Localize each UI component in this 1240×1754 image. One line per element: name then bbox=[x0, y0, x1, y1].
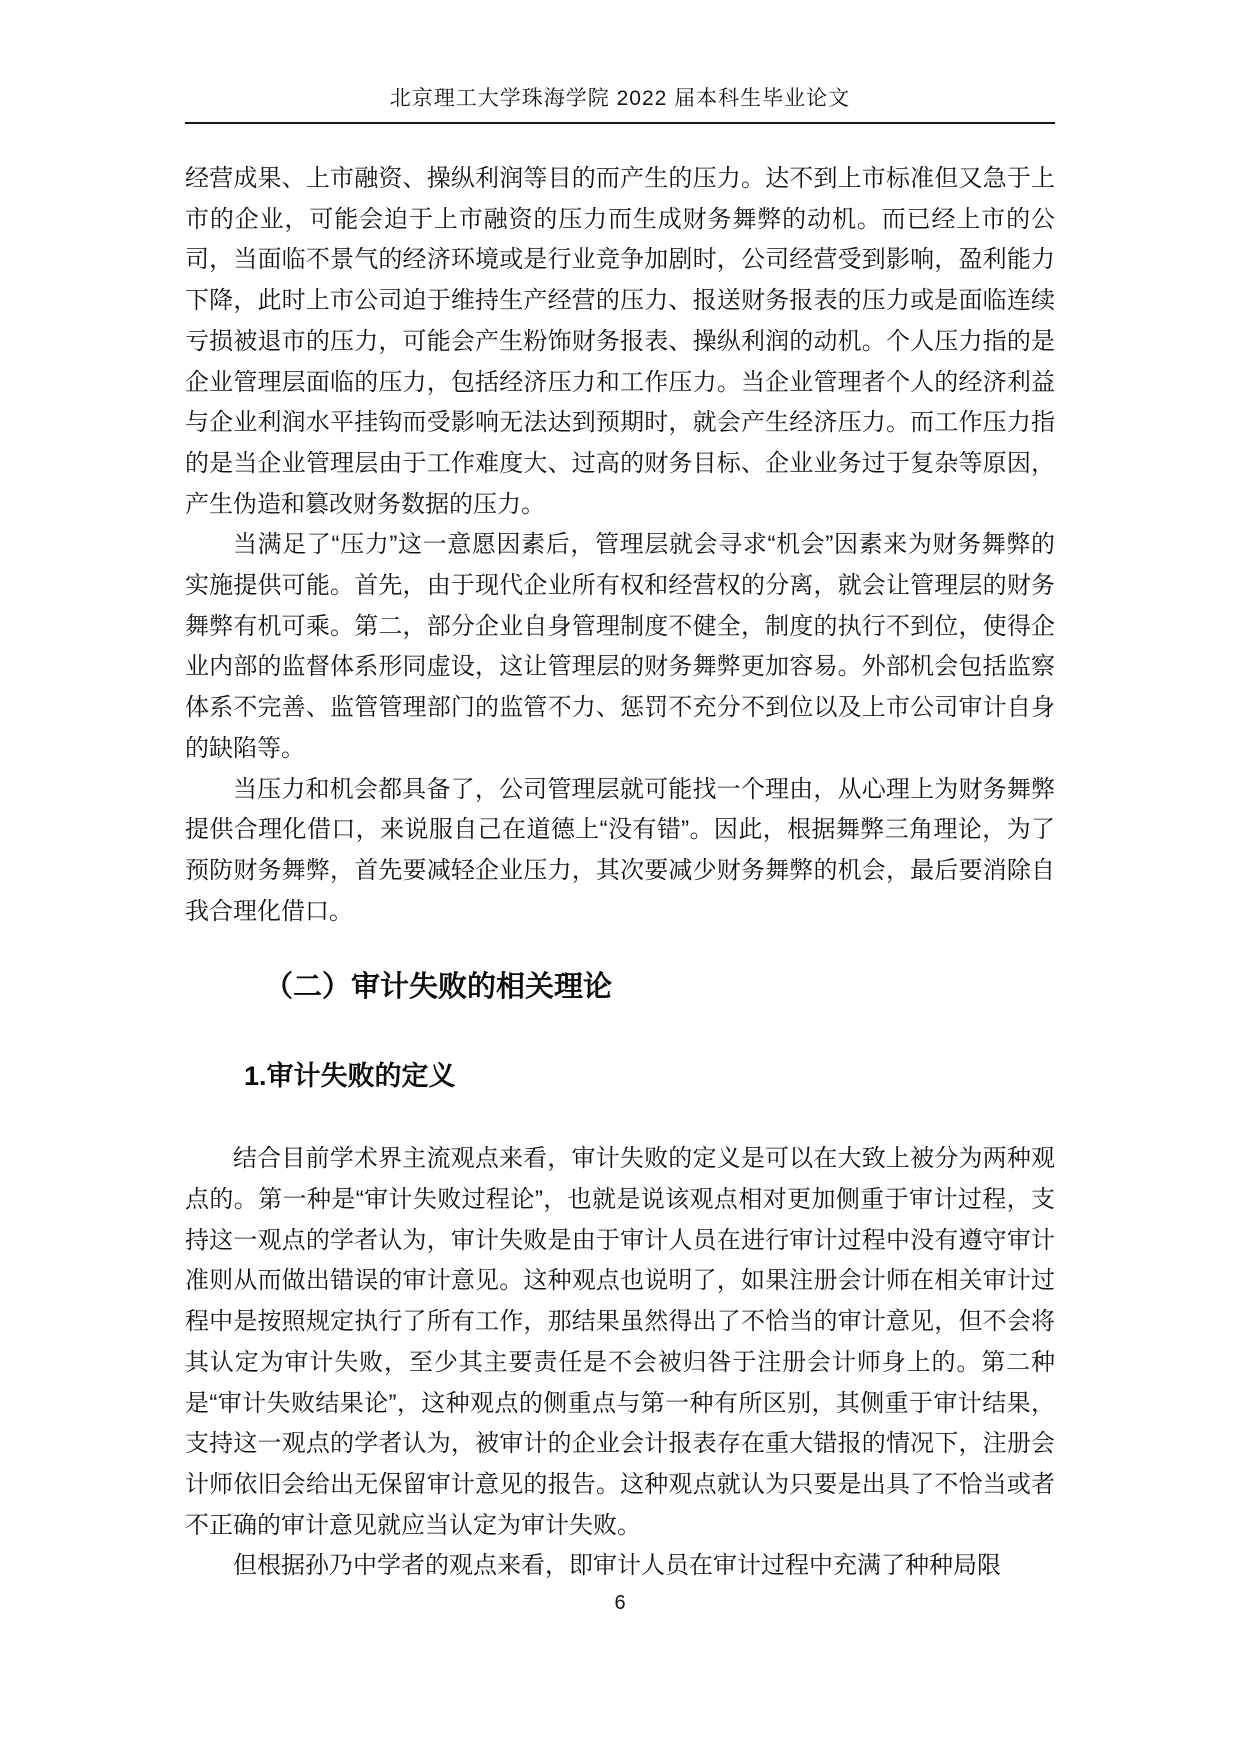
sub-heading-audit-failure-definition: 1.审计失败的定义 bbox=[244, 1061, 456, 1092]
header-divider bbox=[185, 122, 1055, 124]
paragraph-pressure-continuation: 经营成果、上市融资、操纵利润等目的而产生的压力。达不到上市标准但又急于上市的企业，可能会迫于上市融资的压力而生成财务舞弊的动机。而已经上市的公司，当面临不景气的经济环境或是行业竞争加剧时，公司经营受到影响，盈利能力下降，此时上市公司迫于维持生产经营的压力、报送财务报表的压力或是面临连续亏损被退市的压力，可能会产生粉饰财务报表、操纵利润的动机。个人压力指的是企业管理层面临的压力，包括经济压力和工作压力。当企业管理者个人的经济利益与企业利润水平挂钩而受影响无法达到预期时，就会产生经济压力。而工作压力指的是当企业管理层由于工作难度大、过高的财务目标、企业业务过于复杂等原因，产生伪造和篡改财务数据的压力。 bbox=[185, 165, 1055, 518]
page-header bbox=[185, 0, 1055, 112]
paragraph-sun-naizhong-view: 但根据孙乃中学者的观点来看，即审计人员在审计过程中充满了种种局限 bbox=[233, 1552, 1001, 1580]
paragraph-opportunity: 当满足了“压力”这一意愿因素后，管理层就会寻求“机会”因素来为财务舞弊的实施提供可能。首先，由于现代企业所有权和经营权的分离，就会让管理层的财务舞弊有机可乘。第二，部分企业自身管理制度不健全，制度的执行不到位，使得企业内部的监督体系形同虚设，这让管理层的财务舞弊更加容易。外部机会包括监察体系不完善、监管管理部门的监管不力、惩罚不充分不到位以及上市公司审计自身的缺陷等。 bbox=[185, 531, 1055, 762]
page-footer bbox=[0, 1592, 1240, 1615]
section-heading-audit-failure-theory: （二）审计失败的相关理论 bbox=[264, 971, 613, 1004]
running-header-title: 北京理工大学珠海学院 2022 届本科生毕业论文 bbox=[389, 87, 851, 110]
document-body bbox=[185, 159, 1055, 1587]
page-number: 6 bbox=[614, 1592, 626, 1614]
paragraph-audit-failure-definition: 结合目前学术界主流观点来看，审计失败的定义是可以在大致上被分为两种观点的。第一种是“审计失败过程论”，也就是说该观点相对更加侧重于审计过程，支持这一观点的学者认为，审计失败是由于审计人员在进行审计过程中没有遵守审计准则从而做出错误的审计意见。这种观点也说明了，如果注册会计师在相关审计过程中是按照规定执行了所有工作，那结果虽然得出了不恰当的审计意见，但不会将其认定为审计失败，至少其主要责任是不会被归咎于注册会计师身上的。第二种是“审计失败结果论”，这种观点的侧重点与第一种有所区别，其侧重于审计结果，支持这一观点的学者认为，被审计的企业会计报表存在重大错报的情况下，注册会计师依旧会给出无保留审计意见的报告。这种观点就认为只要是出具了不恰当或者不正确的审计意见就应当认定为审计失败。 bbox=[185, 1145, 1055, 1539]
paragraph-rationalization: 当压力和机会都具备了，公司管理层就可能找一个理由，从心理上为财务舞弊提供合理化借口，来说服自己在道德上“没有错”。因此，根据舞弊三角理论，为了预防财务舞弊，首先要减轻企业压力，其次要减少财务舞弊的机会，最后要消除自我合理化借口。 bbox=[185, 775, 1055, 925]
